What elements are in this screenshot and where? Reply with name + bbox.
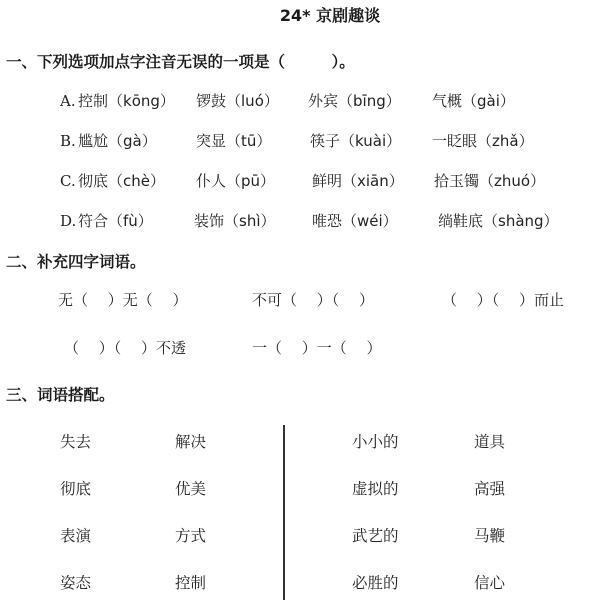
option-pinyin: （fù） (108, 212, 153, 230)
worksheet-title: 24* 京剧趣谈 (279, 6, 381, 25)
option-d-label: D. (60, 212, 77, 230)
option-pinyin: （gà） (108, 132, 157, 150)
option-d-item-2[interactable] (194, 209, 276, 233)
option-word: 气概 (432, 92, 463, 110)
divider-line (283, 425, 285, 600)
match-left-word-3[interactable]: 表演 (60, 527, 92, 545)
option-c-item-3[interactable] (312, 169, 404, 193)
option-word: 一眨眼 (432, 132, 478, 150)
option-b-item-4[interactable] (432, 129, 534, 153)
option-pinyin: （kuài） (340, 132, 402, 150)
match-right-word-2[interactable]: 虚拟的 (352, 480, 399, 498)
section3-heading: 三、词语搭配。 (6, 386, 115, 404)
match-right-target-4[interactable]: 信心 (474, 574, 506, 592)
option-pinyin: （shàng） (483, 212, 559, 230)
idiom-blank-2[interactable]: 不可（ ）（ ） (252, 291, 375, 309)
option-word: 绱鞋底 (438, 212, 484, 230)
option-pinyin: （zhuó） (479, 172, 546, 190)
option-pinyin: （chè） (108, 172, 165, 190)
option-word: 外宾 (308, 92, 339, 110)
option-pinyin: （luó） (226, 92, 279, 110)
option-d-item-1[interactable] (78, 209, 153, 233)
option-word: 突显 (196, 132, 227, 150)
match-left-target-3[interactable]: 方式 (175, 527, 207, 545)
option-pinyin: （shì） (224, 212, 276, 230)
option-pinyin: （bīng） (338, 92, 401, 110)
option-d-item-3[interactable] (312, 209, 398, 233)
option-word: 尴尬 (78, 132, 109, 150)
option-word: 锣鼓 (196, 92, 227, 110)
option-a-item-4[interactable] (432, 89, 515, 113)
match-right-target-1[interactable]: 道具 (474, 433, 506, 451)
option-word: 鲜明 (312, 172, 343, 190)
match-right-word-4[interactable]: 必胜的 (352, 574, 399, 592)
match-left-word-2[interactable]: 彻底 (60, 480, 92, 498)
option-pinyin: （kōng） (108, 92, 175, 110)
option-word: 彻底 (78, 172, 109, 190)
option-word: 仆人 (196, 172, 227, 190)
match-right-word-1[interactable]: 小小的 (352, 433, 399, 451)
section1-heading: 一、下列选项加点字注音无误的一项是（ ）。 (6, 53, 355, 71)
option-a-item-1[interactable] (78, 89, 175, 113)
option-word: 筷子 (310, 132, 341, 150)
match-left-word-1[interactable]: 失去 (60, 433, 92, 451)
option-pinyin: （pū） (226, 172, 276, 190)
option-c-label: C. (60, 172, 76, 190)
match-left-target-4[interactable]: 控制 (175, 574, 207, 592)
option-pinyin: （wéi） (342, 212, 398, 230)
option-pinyin: （zhǎ） (477, 132, 534, 150)
match-left-target-1[interactable]: 解决 (175, 433, 207, 451)
option-a-label: A. (60, 92, 76, 110)
option-c-item-4[interactable] (434, 169, 545, 193)
option-pinyin: （gài） (462, 92, 515, 110)
option-pinyin: （xiān） (342, 172, 404, 190)
idiom-blank-1[interactable]: 无（ ）无（ ） (58, 291, 188, 309)
option-b-item-1[interactable] (78, 129, 157, 153)
option-c-item-2[interactable] (196, 169, 275, 193)
match-right-target-2[interactable]: 高强 (474, 480, 506, 498)
section2-heading: 二、补充四字词语。 (6, 253, 146, 271)
option-word: 唯恐 (312, 212, 343, 230)
match-left-word-4[interactable]: 姿态 (60, 574, 92, 592)
option-d-item-4[interactable] (438, 209, 559, 233)
option-a-item-2[interactable] (196, 89, 279, 113)
match-left-target-2[interactable]: 优美 (175, 480, 207, 498)
option-word: 装饰 (194, 212, 225, 230)
option-word: 符合 (78, 212, 109, 230)
option-pinyin: （tū） (226, 132, 272, 150)
option-word: 拾玉镯 (434, 172, 480, 190)
option-b-label: B. (60, 132, 76, 150)
option-word: 控制 (78, 92, 109, 110)
option-b-item-2[interactable] (196, 129, 271, 153)
option-a-item-3[interactable] (308, 89, 401, 113)
match-right-word-3[interactable]: 武艺的 (352, 527, 399, 545)
idiom-blank-5[interactable]: 一（ ）一（ ） (252, 339, 382, 357)
match-right-target-3[interactable]: 马鞭 (474, 527, 506, 545)
option-c-item-1[interactable] (78, 169, 165, 193)
option-b-item-3[interactable] (310, 129, 401, 153)
idiom-blank-4[interactable]: （ ）（ ）不透 (64, 339, 187, 357)
idiom-blank-3[interactable]: （ ）（ ）而止 (442, 291, 565, 309)
